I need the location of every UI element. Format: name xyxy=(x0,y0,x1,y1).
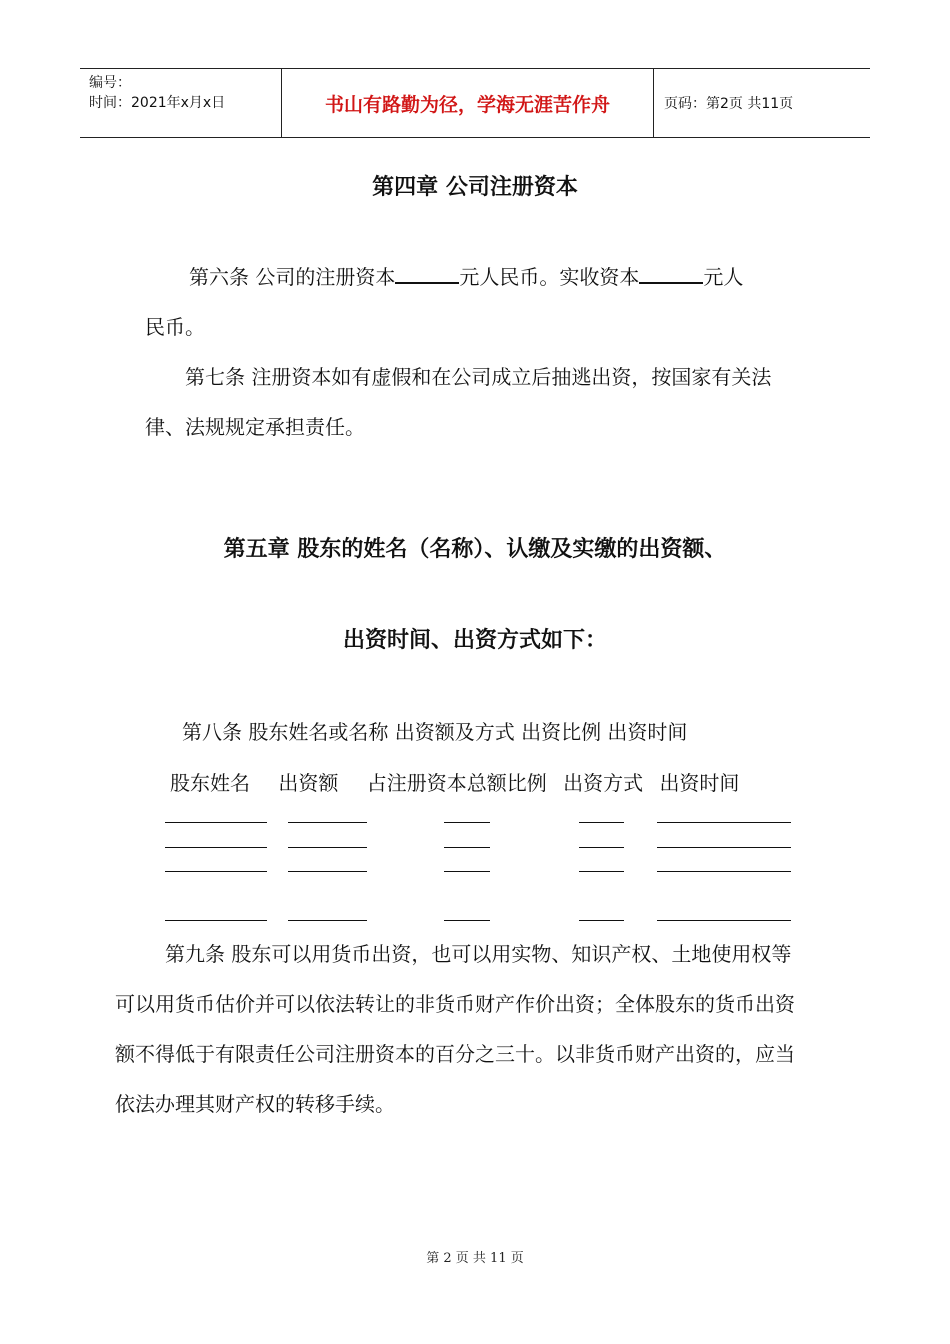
col-capital-ratio: 占注册资本总额比例 xyxy=(366,771,547,795)
chapter5-title-line1: 第五章 股东的姓名（名称）、认缴及实缴的出资额、 xyxy=(223,537,727,562)
blank-line xyxy=(579,920,624,921)
article-9: 第九条 股东可以用货币出资，也可以用实物、知识产权、土地使用权等可以用货币估价并可以依法转让的非货币财产作价出资；全体股东的货币出资额不得低于有限责任公司注册资本的百分之三十。以非货币财产出资的，应当依法办理其财产权的转移手续。 xyxy=(115,942,795,1116)
header-meta xyxy=(80,69,282,137)
article-7: 第七条 注册资本如有虚假和在公司成立后抽逃出资，按国家有关法律、法规规定承担责任。 xyxy=(145,365,772,439)
blank-line xyxy=(165,871,267,872)
article-8-header: 第八条 股东姓名或名称 出资额及方式 出资比例 出资时间 xyxy=(182,720,688,744)
art6-part-b: 元人民币。实收资本 xyxy=(459,265,640,289)
blank-line xyxy=(165,920,267,921)
header-motto: 书山有路勤为径，学海无涯苦作舟 xyxy=(282,69,654,137)
time-label: 时间：2021年x月x日 xyxy=(89,95,226,111)
col-contribution-amount: 出资额 xyxy=(278,771,339,795)
article-6 xyxy=(145,252,815,352)
blank-line xyxy=(165,822,267,823)
blank-line xyxy=(657,822,791,823)
blank-line xyxy=(165,847,267,848)
blank-line xyxy=(579,847,624,848)
blank-line xyxy=(657,920,791,921)
art6-part-d: 民币。 xyxy=(145,315,205,339)
blank-line xyxy=(288,822,367,823)
chapter4-title: 第四章 公司注册资本 xyxy=(372,175,578,200)
chapter5-title-line2: 出资时间、出资方式如下： xyxy=(342,628,607,653)
number-label: 编号： xyxy=(89,75,131,91)
blank-line xyxy=(444,847,490,848)
page-header xyxy=(80,68,870,138)
col-shareholder-name: 股东姓名 xyxy=(170,771,250,795)
paid-capital-blank xyxy=(639,262,703,284)
shareholder-table-header xyxy=(170,767,739,796)
blank-line xyxy=(444,822,490,823)
blank-line xyxy=(579,822,624,823)
page-footer: 第 2 页 共 11 页 xyxy=(426,1251,524,1266)
header-page-info: 页码：第2页 共11页 xyxy=(664,96,794,112)
blank-line xyxy=(288,871,367,872)
art6-part-a: 第六条 公司的注册资本 xyxy=(189,265,396,289)
blank-line xyxy=(444,920,490,921)
col-contribution-time: 出资时间 xyxy=(659,771,740,795)
blank-line xyxy=(444,871,490,872)
art6-part-c: 元人 xyxy=(703,265,744,289)
blank-line xyxy=(657,871,791,872)
blank-line xyxy=(657,847,791,848)
blank-line xyxy=(288,920,367,921)
blank-line xyxy=(579,871,624,872)
col-contribution-method: 出资方式 xyxy=(563,771,644,795)
registered-capital-blank xyxy=(395,262,459,284)
blank-line xyxy=(288,847,367,848)
